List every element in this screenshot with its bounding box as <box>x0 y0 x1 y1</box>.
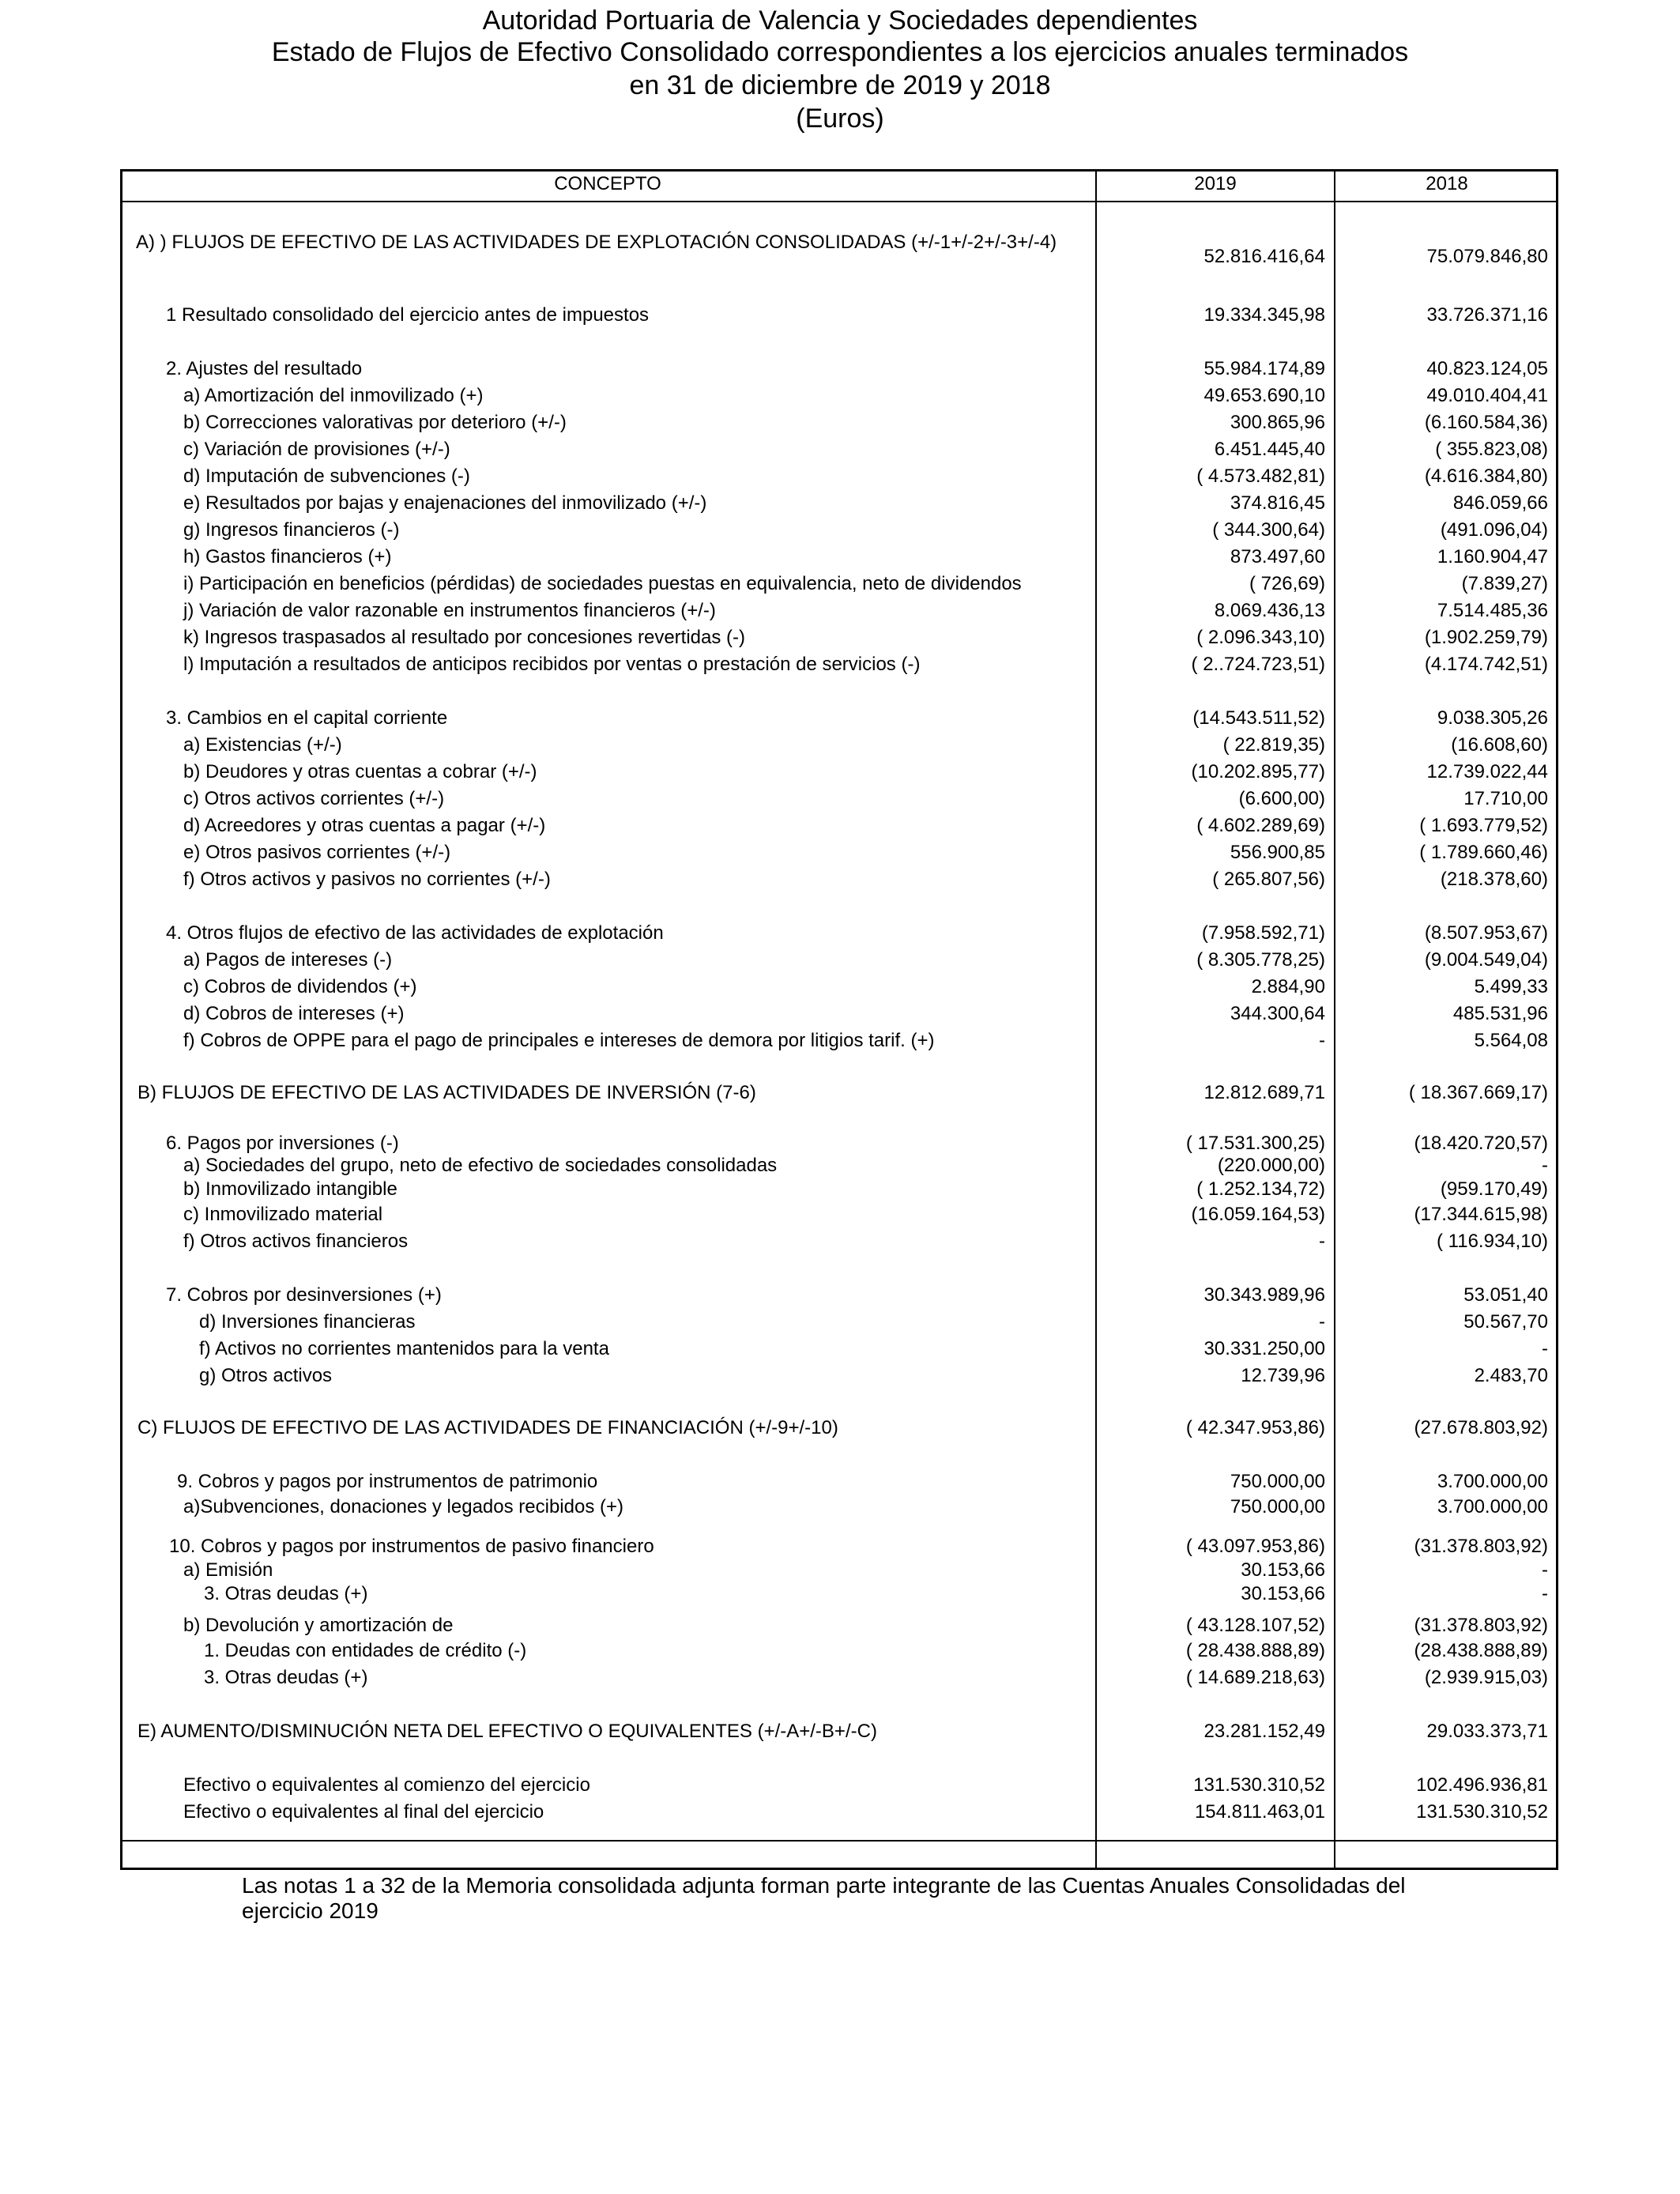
row-concept: a) Amortización del inmovilizado (+) <box>183 385 484 406</box>
row-value-2019: (220.000,00) <box>1217 1155 1325 1176</box>
row-concept: 4. Otros flujos de efectivo de las actividades de explotación <box>166 922 664 944</box>
table-row <box>0 1470 1680 1497</box>
row-concept: j) Variación de valor razonable en instrumentos financieros (+/-) <box>183 600 716 621</box>
row-concept: Efectivo o equivalentes al final del ejercicio <box>183 1801 544 1823</box>
row-value-2019: 55.984.174,89 <box>1203 358 1325 379</box>
table-row <box>0 1582 1680 1609</box>
table-row <box>0 1495 1680 1522</box>
table-row <box>0 1720 1680 1747</box>
column-header-concepto: CONCEPTO <box>554 173 661 194</box>
table-row <box>0 357 1680 384</box>
table-row <box>0 1154 1680 1181</box>
row-value-2019: ( 2..724.723,51) <box>1191 654 1325 675</box>
row-value-2018: - <box>1542 1559 1548 1581</box>
row-concept: 3. Otras deudas (+) <box>204 1583 368 1604</box>
row-value-2019: 2.884,90 <box>1251 976 1325 997</box>
table-row <box>0 948 1680 975</box>
row-concept: b) Inmovilizado intangible <box>183 1178 397 1200</box>
row-value-2018: 5.499,33 <box>1474 976 1548 997</box>
row-concept: 10. Cobros y pagos por instrumentos de pasivo financiero <box>169 1536 654 1557</box>
row-concept: i) Participación en beneficios (pérdidas) de sociedades puestas en equivalencia, neto de dividendos <box>183 573 1022 594</box>
report-title-line3: en 31 de diciembre de 2019 y 2018 <box>629 70 1051 100</box>
row-concept: c) Variación de provisiones (+/-) <box>183 439 450 460</box>
row-value-2018: 846.059,66 <box>1452 492 1548 514</box>
table-row <box>0 707 1680 733</box>
row-value-2019: ( 43.128.107,52) <box>1185 1615 1325 1636</box>
column-header-2019: 2019 <box>1194 173 1237 194</box>
table-row <box>0 1614 1680 1641</box>
row-value-2019: ( 2.096.343,10) <box>1196 627 1325 648</box>
row-concept: 9. Cobros y pagos por instrumentos de patrimonio <box>177 1471 598 1492</box>
table-row <box>0 545 1680 572</box>
row-concept: f) Otros activos y pasivos no corrientes (+/-) <box>183 869 551 890</box>
table-row <box>0 411 1680 438</box>
column-header-2018: 2018 <box>1426 173 1468 194</box>
row-value-2019: ( 43.097.953,86) <box>1185 1536 1325 1557</box>
row-concept: e) Otros pasivos corrientes (+/-) <box>183 842 451 863</box>
row-concept: b) Deudores y otras cuentas a cobrar (+/-) <box>183 761 537 782</box>
row-value-2019: 12.739,96 <box>1241 1365 1325 1386</box>
row-concept: c) Inmovilizado material <box>183 1204 383 1225</box>
table-row <box>0 303 1680 330</box>
table-row <box>0 814 1680 841</box>
row-value-2019: 131.530.310,52 <box>1193 1774 1325 1796</box>
row-concept: C) FLUJOS DE EFECTIVO DE LAS ACTIVIDADES DE FINANCIACIÓN (+/-9+/-10) <box>137 1417 838 1438</box>
row-value-2019: ( 726,69) <box>1249 573 1325 594</box>
table-row <box>0 492 1680 518</box>
row-value-2018: 485.531,96 <box>1452 1003 1548 1024</box>
row-concept: a) Pagos de intereses (-) <box>183 949 393 971</box>
table-row <box>0 1800 1680 1827</box>
row-concept: 3. Cambios en el capital corriente <box>166 707 448 729</box>
table-row <box>0 1535 1680 1562</box>
row-value-2018: 33.726.371,16 <box>1426 304 1548 326</box>
row-value-2019: 23.281.152,49 <box>1203 1721 1325 1742</box>
row-value-2019: ( 344.300,64) <box>1212 519 1325 541</box>
row-value-2019: 30.343.989,96 <box>1203 1284 1325 1306</box>
table-row <box>0 384 1680 411</box>
row-value-2018: (9.004.549,04) <box>1424 949 1548 971</box>
table-row <box>0 1310 1680 1337</box>
row-value-2018: (8.507.953,67) <box>1424 922 1548 944</box>
row-value-2019: 154.811.463,01 <box>1194 1801 1325 1823</box>
row-concept: 2. Ajustes del resultado <box>166 358 363 379</box>
report-title-units: (Euros) <box>796 104 884 134</box>
row-value-2019: - <box>1319 1030 1325 1051</box>
table-row <box>0 231 1680 267</box>
table-row <box>0 1230 1680 1257</box>
row-value-2018: (4.616.384,80) <box>1424 466 1548 487</box>
row-value-2018: (18.420.720,57) <box>1414 1133 1548 1154</box>
row-value-2019: (10.202.895,77) <box>1191 761 1325 782</box>
table-row <box>0 1639 1680 1666</box>
row-value-2019: - <box>1319 1311 1325 1333</box>
table-row <box>0 922 1680 948</box>
table-row <box>0 787 1680 814</box>
row-value-2018: 40.823.124,05 <box>1426 358 1548 379</box>
row-value-2018: - <box>1542 1155 1548 1176</box>
row-value-2019: 30.331.250,00 <box>1203 1338 1325 1359</box>
row-concept: 7. Cobros por desinversiones (+) <box>166 1284 442 1306</box>
row-value-2018: ( 355.823,08) <box>1435 439 1548 460</box>
table-row <box>0 1559 1680 1585</box>
table-row <box>0 1284 1680 1310</box>
row-value-2019: 374.816,45 <box>1230 492 1325 514</box>
row-value-2018: - <box>1542 1583 1548 1604</box>
row-value-2018: (16.608,60) <box>1451 734 1548 756</box>
row-concept: l) Imputación a resultados de anticipos recibidos por ventas o prestación de servicios (-) <box>183 654 921 675</box>
row-concept: b) Correcciones valorativas por deterioro (+/-) <box>183 412 567 433</box>
row-value-2019: 6.451.445,40 <box>1214 439 1325 460</box>
row-concept: b) Devolución y amortización de <box>183 1615 454 1636</box>
row-value-2018: (6.160.584,36) <box>1424 412 1548 433</box>
row-concept: f) Cobros de OPPE para el pago de principales e intereses de demora por litigios tarif. (+) <box>183 1030 935 1051</box>
row-value-2019: 30.153,66 <box>1241 1583 1325 1604</box>
row-value-2019: 344.300,64 <box>1230 1003 1325 1024</box>
row-value-2018: (27.678.803,92) <box>1414 1417 1548 1438</box>
table-row <box>0 465 1680 492</box>
row-value-2018: (31.378.803,92) <box>1414 1615 1548 1636</box>
table-row <box>0 1081 1680 1108</box>
row-value-2019: (16.059.164,53) <box>1191 1204 1325 1225</box>
row-value-2019: ( 22.819,35) <box>1222 734 1325 756</box>
table-row <box>0 572 1680 599</box>
row-value-2018: 53.051,40 <box>1463 1284 1548 1306</box>
row-value-2019: ( 1.252.134,72) <box>1196 1178 1325 1200</box>
row-value-2018: ( 1.693.779,52) <box>1419 815 1548 836</box>
table-row <box>0 1666 1680 1693</box>
row-value-2019: ( 14.689.218,63) <box>1185 1667 1325 1688</box>
row-value-2018: (491.096,04) <box>1440 519 1548 541</box>
row-value-2018: ( 1.789.660,46) <box>1419 842 1548 863</box>
bottom-divider <box>120 1840 1558 1842</box>
header-divider <box>120 201 1558 202</box>
row-value-2019: 873.497,60 <box>1230 546 1325 567</box>
row-value-2018: (2.939.915,03) <box>1424 1667 1548 1688</box>
table-row <box>0 599 1680 626</box>
table-row <box>0 868 1680 895</box>
row-concept: 1. Deudas con entidades de crédito (-) <box>204 1640 527 1661</box>
row-concept: e) Resultados por bajas y enajenaciones del inmovilizado (+/-) <box>183 492 707 514</box>
row-value-2018: ( 18.367.669,17) <box>1408 1082 1548 1103</box>
table-row <box>0 760 1680 787</box>
row-value-2018: ( 116.934,10) <box>1437 1231 1548 1252</box>
row-value-2018: 12.739.022,44 <box>1426 761 1548 782</box>
row-value-2019: 12.812.689,71 <box>1203 1082 1325 1103</box>
row-concept: c) Cobros de dividendos (+) <box>183 976 417 997</box>
row-value-2019: 556.900,85 <box>1230 842 1325 863</box>
row-value-2019: ( 4.602.289,69) <box>1196 815 1325 836</box>
row-concept: g) Ingresos financieros (-) <box>183 519 400 541</box>
row-value-2018: (31.378.803,92) <box>1414 1536 1548 1557</box>
row-value-2018: (4.174.742,51) <box>1424 654 1548 675</box>
row-value-2019: 49.653.690,10 <box>1203 385 1325 406</box>
table-row <box>0 733 1680 760</box>
row-concept: c) Otros activos corrientes (+/-) <box>183 788 445 809</box>
row-concept: d) Cobros de intereses (+) <box>183 1003 405 1024</box>
row-value-2019: ( 4.573.482,81) <box>1196 466 1325 487</box>
row-value-2018: (28.438.888,89) <box>1414 1640 1548 1661</box>
row-value-2018: 131.530.310,52 <box>1416 1801 1548 1823</box>
row-value-2019: - <box>1319 1231 1325 1252</box>
row-value-2019: ( 8.305.778,25) <box>1196 949 1325 971</box>
row-value-2018: (959.170,49) <box>1440 1178 1548 1200</box>
report-title-line2: Estado de Flujos de Efectivo Consolidado correspondientes a los ejercicios anuales terminados <box>271 37 1409 67</box>
row-value-2019: 30.153,66 <box>1241 1559 1325 1581</box>
report-title-line1: Autoridad Portuaria de Valencia y Sociedades dependientes <box>482 6 1198 36</box>
row-value-2018: (1.902.259,79) <box>1424 627 1548 648</box>
row-value-2018: 29.033.373,71 <box>1426 1721 1548 1742</box>
row-value-2019: 300.865,96 <box>1230 412 1325 433</box>
row-concept: E) AUMENTO/DISMINUCIÓN NETA DEL EFECTIVO O EQUIVALENTES (+/-A+/-B+/-C) <box>137 1721 877 1742</box>
table-row <box>0 1364 1680 1391</box>
table-row <box>0 438 1680 465</box>
row-value-2018: 3.700.000,00 <box>1437 1471 1548 1492</box>
row-concept: a) Sociedades del grupo, neto de efectivo de sociedades consolidadas <box>183 1155 778 1176</box>
row-value-2018: 2.483,70 <box>1474 1365 1548 1386</box>
row-value-2018: 49.010.404,41 <box>1426 385 1548 406</box>
row-value-2019: 52.816.416,64 <box>1203 246 1325 267</box>
row-value-2019: (14.543.511,52) <box>1192 707 1325 729</box>
row-value-2018: 9.038.305,26 <box>1437 707 1548 729</box>
row-concept: h) Gastos financieros (+) <box>183 546 392 567</box>
row-concept: a) Existencias (+/-) <box>183 734 342 756</box>
row-value-2019: 750.000,00 <box>1230 1471 1325 1492</box>
table-row <box>0 1203 1680 1230</box>
row-value-2018: 102.496.936,81 <box>1416 1774 1548 1796</box>
row-value-2019: ( 17.531.300,25) <box>1185 1133 1325 1154</box>
row-value-2019: (6.600,00) <box>1238 788 1325 809</box>
row-value-2019: ( 42.347.953,86) <box>1185 1417 1325 1438</box>
table-row <box>0 1416 1680 1443</box>
table-row <box>0 1178 1680 1204</box>
row-value-2019: ( 265.807,56) <box>1212 869 1325 890</box>
table-row <box>0 1774 1680 1800</box>
row-value-2019: ( 28.438.888,89) <box>1185 1640 1325 1661</box>
row-concept: 3. Otras deudas (+) <box>204 1667 368 1688</box>
row-concept: B) FLUJOS DE EFECTIVO DE LAS ACTIVIDADES DE INVERSIÓN (7-6) <box>137 1082 756 1103</box>
row-concept: Efectivo o equivalentes al comienzo del ejercicio <box>183 1774 590 1796</box>
row-concept: 6. Pagos por inversiones (-) <box>166 1133 399 1154</box>
footer-note: Las notas 1 a 32 de la Memoria consolidada adjunta forman parte integrante de las Cuentas Anuales Consolidadas del ejercicio 2019 <box>242 1873 1406 1923</box>
row-value-2018: (218.378,60) <box>1440 869 1548 890</box>
row-concept: 1 Resultado consolidado del ejercicio antes de impuestos <box>166 304 650 326</box>
row-concept: d) Imputación de subvenciones (-) <box>183 466 470 487</box>
row-value-2019: 8.069.436,13 <box>1214 600 1325 621</box>
table-row <box>0 1002 1680 1029</box>
row-concept: f) Activos no corrientes mantenidos para la venta <box>199 1338 609 1359</box>
table-row <box>0 1337 1680 1364</box>
row-concept: A) ) FLUJOS DE EFECTIVO DE LAS ACTIVIDADES DE EXPLOTACIÓN CONSOLIDADAS (+/-1+/-2+/-3+/-4) <box>136 232 1057 253</box>
row-value-2018: (17.344.615,98) <box>1414 1204 1548 1225</box>
row-concept: d) Inversiones financieras <box>199 1311 416 1333</box>
row-value-2019: 19.334.345,98 <box>1203 304 1325 326</box>
row-value-2018: 75.079.846,80 <box>1426 246 1548 267</box>
row-value-2018: (7.839,27) <box>1461 573 1548 594</box>
row-value-2019: (7.958.592,71) <box>1201 922 1325 944</box>
row-value-2018: - <box>1542 1338 1548 1359</box>
row-value-2018: 3.700.000,00 <box>1437 1496 1548 1517</box>
row-value-2018: 7.514.485,36 <box>1437 600 1548 621</box>
row-value-2019: 750.000,00 <box>1230 1496 1325 1517</box>
row-concept: d) Acreedores y otras cuentas a pagar (+/-) <box>183 815 546 836</box>
table-row <box>0 1029 1680 1056</box>
row-concept: f) Otros activos financieros <box>183 1231 409 1252</box>
row-concept: a)Subvenciones, donaciones y legados recibidos (+) <box>183 1496 624 1517</box>
row-concept: k) Ingresos traspasados al resultado por concesiones revertidas (-) <box>183 627 745 648</box>
table-row <box>0 518 1680 545</box>
row-value-2018: 1.160.904,47 <box>1437 546 1548 567</box>
table-row <box>0 653 1680 680</box>
table-row <box>0 841 1680 868</box>
row-value-2018: 5.564,08 <box>1474 1030 1548 1051</box>
row-value-2018: 17.710,00 <box>1463 788 1548 809</box>
row-value-2018: 50.567,70 <box>1463 1311 1548 1333</box>
table-row <box>0 626 1680 653</box>
row-concept: g) Otros activos <box>199 1365 333 1386</box>
table-row <box>0 975 1680 1002</box>
row-concept: a) Emisión <box>183 1559 273 1581</box>
